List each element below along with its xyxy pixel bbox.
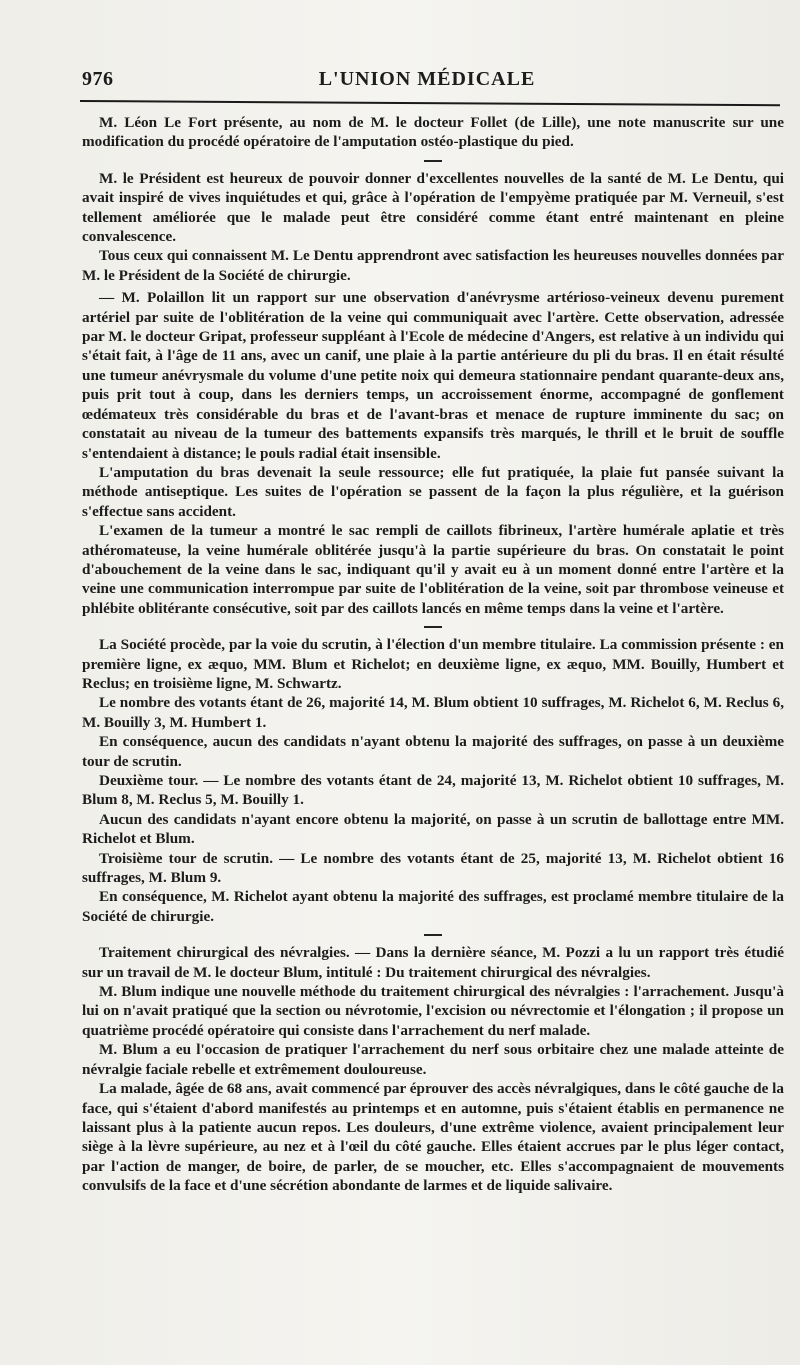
section-separator	[424, 626, 442, 628]
paragraph-le-fort: M. Léon Le Fort présente, au nom de M. le docteur Follet (de Lille), une note manuscrite sur une modification du procédé opératoire de l'amputation ostéo-plastique du pied.	[82, 114, 784, 151]
paragraph-patient: La malade, âgée de 68 ans, avait commencé par éprouver des accès névralgiques, dans le côté gauche de la face, qui s'étaient d'abord manifestés au printemps et en automne, puis s'étaient établis en permanence ne laissant plus à la patiente aucun repos. Les douleurs, d'une extrême violence, avaient principalement leur siège à la lèvre supérieure, au nez et à l'œil du côté gauche. Elles étaient accrues par le plus léger contact, par l'action de manger, de boire, de parler, de se moucher, etc. Elles s'accompagnaient de mouvements convulsifs de la face et d'une sécrétion abondante de larmes et de liquide salivaire.	[82, 1080, 784, 1195]
paragraph-deuxieme-tour: Deuxième tour. — Le nombre des votants étant de 24, majorité 13, M. Richelot obtient 10 suffrages, M. Blum 8, M. Reclus 5, M. Bouilly 1.	[82, 772, 784, 809]
paragraph-polaillon-report: — M. Polaillon lit un rapport sur une observation d'anévrysme artérioso-veineux devenu purement artériel par suite de l'oblitération de la veine qui communiquait avec l'artère. Cette observation, adressée par M. le docteur Gripat, professeur suppléant à l'Ecole de médecine d'Angers, est relative à un individu qui s'était fait, à l'âge de 11 ans, avec un canif, une plaie à la partie antérieure du pli du bras. Il en était résulté une tumeur anévrysmale du volume d'une petite noix qui demeura stationnaire pendant quarante-deux ans, puis prit tout à coup, dans les derniers temps, un accroissement énorme, accompagné de gonflement œdémateux très considérable du bras et de l'avant-bras et menace de rupture imminente du sac; on constatait au niveau de la tumeur des battements expansifs très marqués, le thrill et le bruit de souffle s'entendaient à distance; le pouls radial était insensible.	[82, 289, 784, 462]
paragraph-election: La Société procède, par la voie du scrutin, à l'élection d'un membre titulaire. La commission présente : en première ligne, ex æquo, MM. Blum et Richelot; en deuxième ligne, ex æquo, MM. Bouilly, Humbert et Reclus; en troisième ligne, M. Schwartz.	[82, 636, 784, 692]
section-separator	[424, 934, 442, 936]
page-number: 976	[82, 68, 114, 90]
paragraph-blum-case: M. Blum a eu l'occasion de pratiquer l'arrachement du nerf sous orbitaire chez une malade atteinte de névralgie faciale rebelle et extrêmement douloureuse.	[82, 1041, 784, 1078]
paragraph-proclamation: En conséquence, M. Richelot ayant obtenu la majorité des suffrages, est proclamé membre titulaire de la Société de chirurgie.	[82, 888, 784, 925]
article-body	[82, 113, 784, 1196]
paragraph-nevralgies-title: Traitement chirurgical des névralgies. — Dans la dernière séance, M. Pozzi a lu un rapport très étudié sur un travail de M. le docteur Blum, intitulé : Du traitement chirurgical des névralgies.	[82, 944, 784, 981]
paragraph-le-dentu: Tous ceux qui connaissent M. Le Dentu apprendront avec satisfaction les heureuses nouvelles données par M. le Président de la Société de chirurgie.	[82, 247, 784, 284]
paragraph-examen: L'examen de la tumeur a montré le sac rempli de caillots fibrineux, l'artère humérale aplatie et très athéromateuse, la veine humérale oblitérée jusqu'à la partie supérieure du bras. On constatait le point d'abouchement de la veine dans le sac, indiquant qu'il y avait eu à un moment donné entre l'artère et la veine une communication interrompue par suite de l'oblitération de la veine, soit par thrombose veineuse et phlébite oblitérante consécutive, soit par des caillots lancés en même temps dans la veine et l'artère.	[82, 522, 784, 617]
page-header	[76, 68, 778, 98]
paragraph-blum-method: M. Blum indique une nouvelle méthode du traitement chirurgical des névralgies : l'arrachement. Jusqu'à lui on n'avait pratiqué que la section ou névrotomie, l'excision ou névrectomie et l'élongation ; il propose un quatrième procédé opératoire qui consiste dans l'arrachement du nerf malade.	[82, 983, 784, 1039]
paragraph-amputation: L'amputation du bras devenait la seule ressource; elle fut pratiquée, la plaie fut pansée suivant la méthode antiseptique. Les suites de l'opération se passent de la façon la plus régulière, et la guérison s'effectue sans accident.	[82, 463, 784, 520]
paragraph-president: M. le Président est heureux de pouvoir donner d'excellentes nouvelles de la santé de M. Le Dentu, qui avait inspiré de vives inquiétudes et qui, grâce à l'opération de l'empyème pratiquée par M. Verneuil, s'est tellement améliorée que le malade peut être considéré comme étant entré maintenant en pleine convalescence.	[82, 169, 784, 246]
paragraph-ballottage: Aucun des candidats n'ayant encore obtenu la majorité, on passe à un scrutin de ballottage entre MM. Richelot et Blum.	[82, 810, 784, 848]
section-separator	[424, 160, 442, 162]
paragraph-first-vote: Le nombre des votants étant de 26, majorité 14, M. Blum obtient 10 suffrages, M. Richelot 6, M. Reclus 6, M. Bouilly 3, M. Humbert 1.	[82, 694, 784, 731]
paragraph-troisieme-tour: Troisième tour de scrutin. — Le nombre des votants étant de 25, majorité 13, M. Richelot obtient 16 suffrages, M. Blum 9.	[82, 849, 784, 887]
paragraph-second-round: En conséquence, aucun des candidats n'ayant obtenu la majorité des suffrages, on passe à un deuxième tour de scrutin.	[82, 733, 784, 770]
running-title: L'UNION MÉDICALE	[318, 68, 536, 90]
header-rule	[80, 100, 780, 106]
